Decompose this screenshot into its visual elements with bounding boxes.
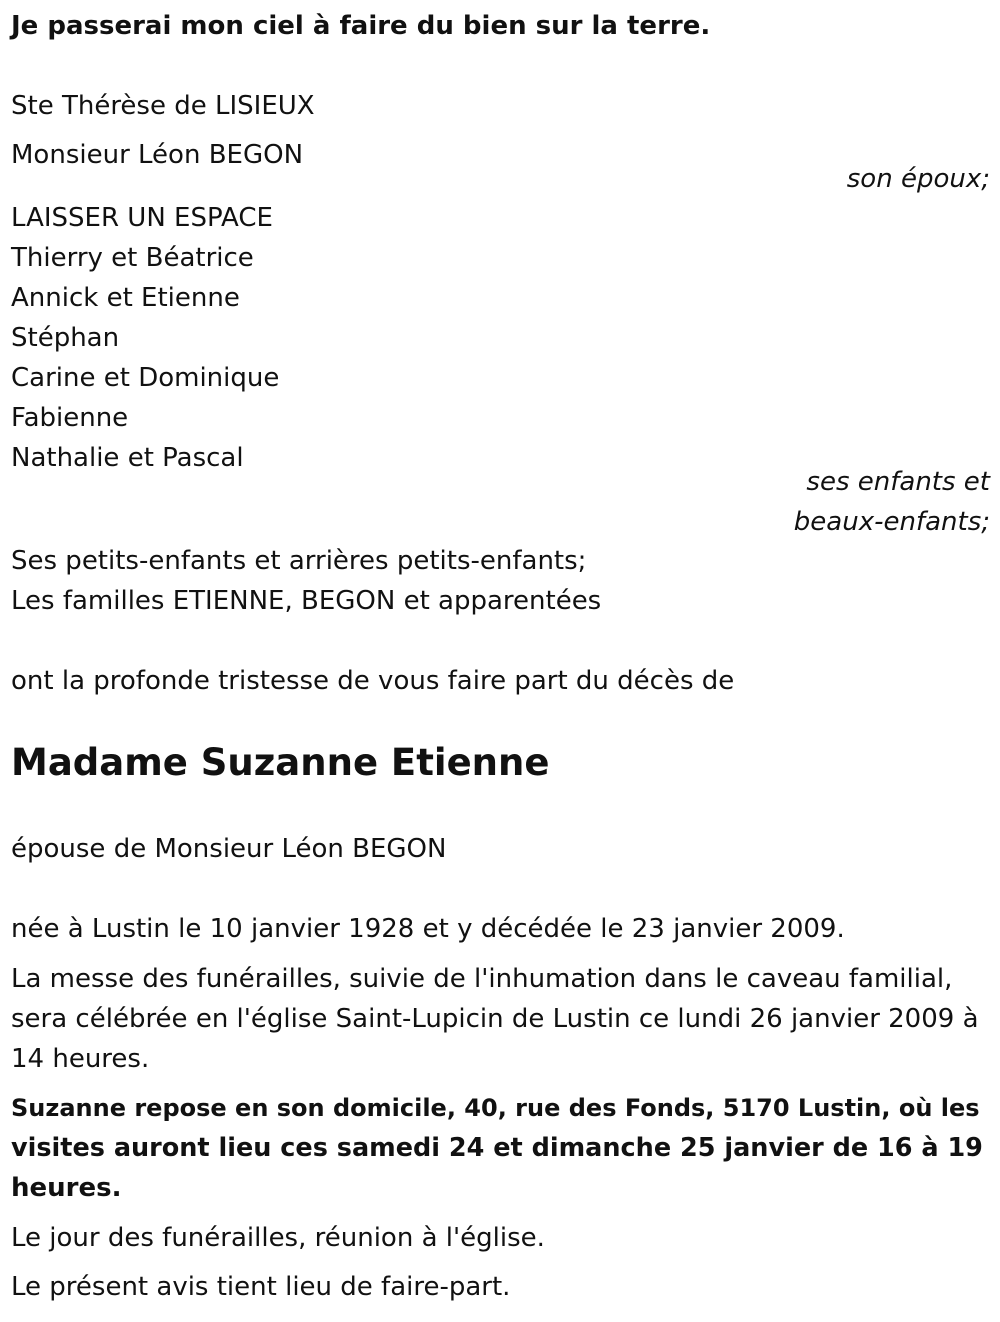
grandchildren: Ses petits-enfants et arrières petits-enfants; <box>11 546 587 576</box>
visit-line-3: heures. <box>11 1173 122 1203</box>
wife-of: épouse de Monsieur Léon BEGON <box>11 834 447 864</box>
announcement: ont la profonde tristesse de vous faire part du décès de <box>11 666 735 696</box>
spouse-relation: son époux; <box>846 164 990 194</box>
children-relation-line1: ses enfants et <box>806 467 990 497</box>
deceased-name: Madame Suzanne Etienne <box>11 741 550 784</box>
children-relation-line2: beaux-enfants; <box>793 507 990 537</box>
children-item-6: Nathalie et Pascal <box>11 443 244 473</box>
notice: Le présent avis tient lieu de faire-part. <box>11 1272 511 1302</box>
funeral-line-2: sera célébrée en l'église Saint-Lupicin de Lustin ce lundi 26 janvier 2009 à <box>11 1004 979 1034</box>
children-item-1: Thierry et Béatrice <box>11 243 254 273</box>
funeral-line-1: La messe des funérailles, suivie de l'inhumation dans le caveau familial, <box>11 964 953 994</box>
spouse-name: Monsieur Léon BEGON <box>11 140 304 170</box>
visit-line-1: Suzanne repose en son domicile, 40, rue des Fonds, 5170 Lustin, où les <box>11 1094 980 1122</box>
children-item-2: Annick et Etienne <box>11 283 240 313</box>
visit-line-2: visites auront lieu ces samedi 24 et dimanche 25 janvier de 16 à 19 <box>11 1133 983 1163</box>
funeral-line-3: 14 heures. <box>11 1044 150 1074</box>
children-item-3: Stéphan <box>11 323 120 353</box>
meeting: Le jour des funérailles, réunion à l'église. <box>11 1223 545 1253</box>
families: Les familles ETIENNE, BEGON et apparentées <box>11 586 602 616</box>
quote: Je passerai mon ciel à faire du bien sur la terre. <box>11 11 711 41</box>
quote-author: Ste Thérèse de LISIEUX <box>11 91 315 121</box>
birth-death: née à Lustin le 10 janvier 1928 et y décédée le 23 janvier 2009. <box>11 914 845 944</box>
children-item-5: Fabienne <box>11 403 129 433</box>
children-item-0: LAISSER UN ESPACE <box>11 203 273 233</box>
children-item-4: Carine et Dominique <box>11 363 280 393</box>
